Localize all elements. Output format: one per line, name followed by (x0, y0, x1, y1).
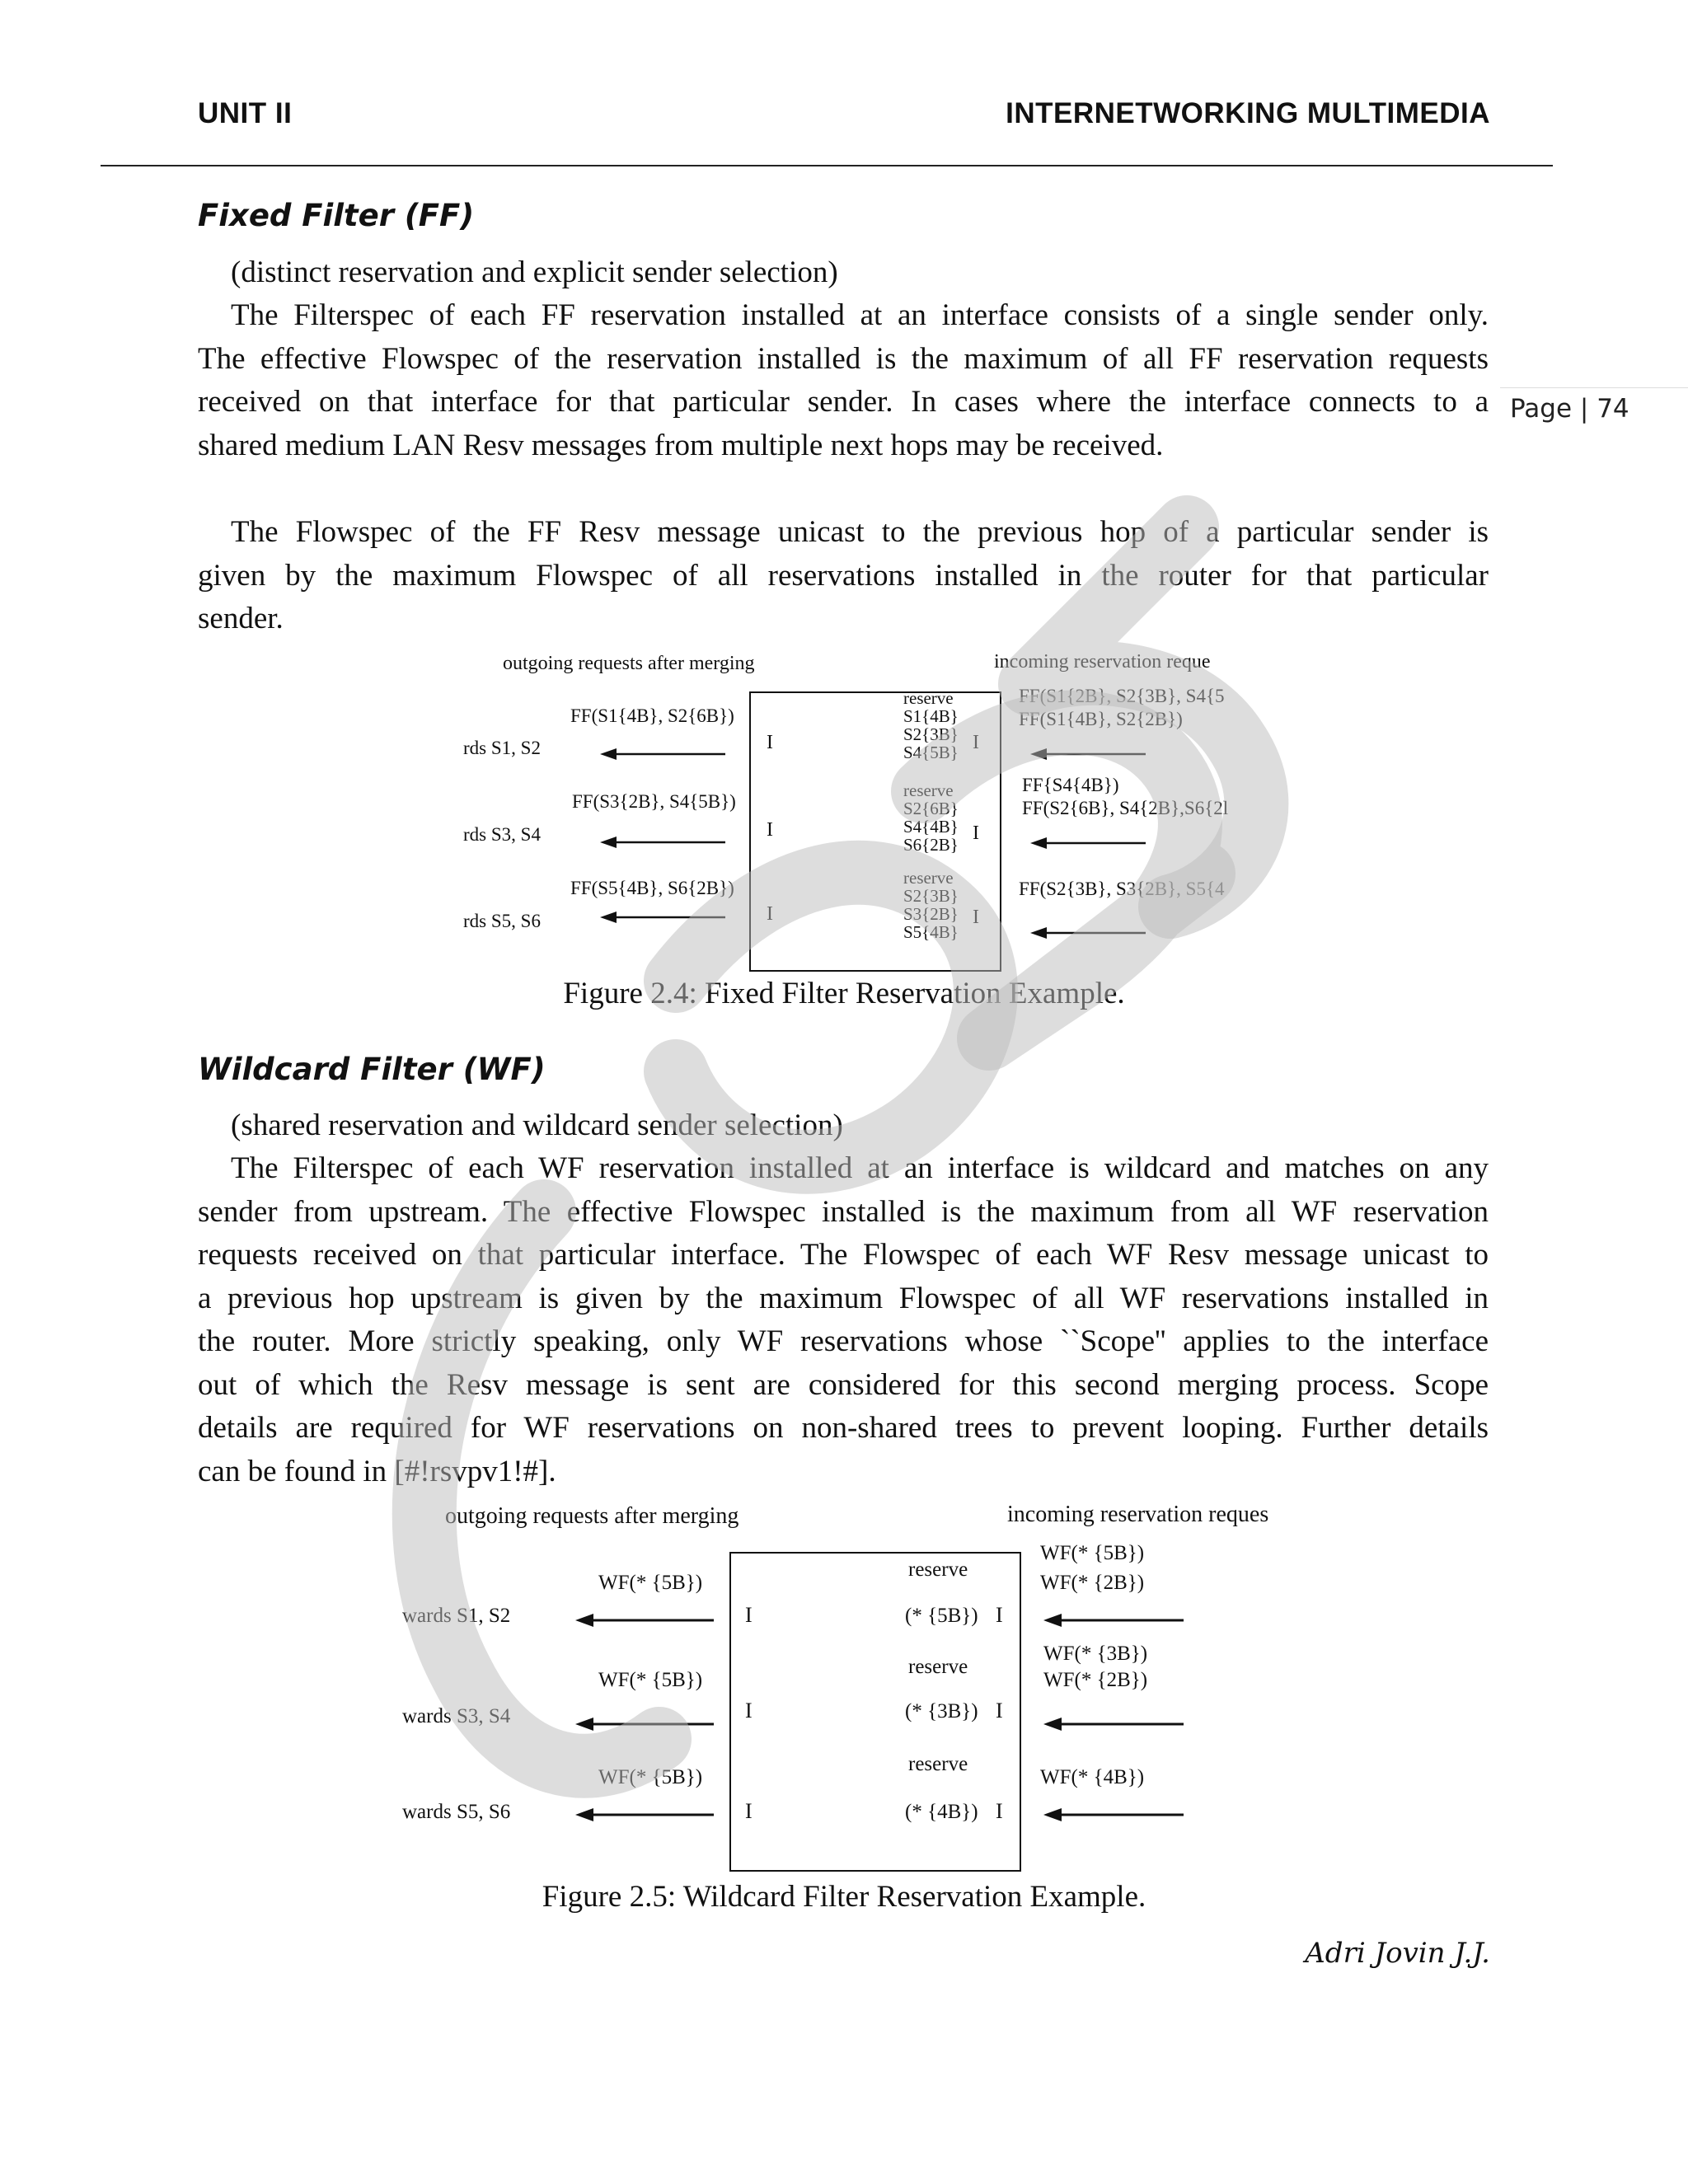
ff-paragraph-1 (198, 294, 1489, 467)
wf-iface-mark: I (745, 1799, 753, 1823)
ff-p1-line: shared medium LAN Resv messages from multiple next hops may be received. (198, 428, 1164, 462)
ff-arrowhead (600, 748, 617, 760)
ff-reserve-label: reserve (903, 868, 954, 888)
section-heading-wf: Wildcard Filter (WF) (198, 1052, 546, 1087)
wf-out-request: WF(* {5B}) (598, 1766, 703, 1788)
ff-p1-line: received on that interface for that particular sender. In cases where the interface connects to a (198, 385, 1489, 419)
wf-subtitle: (shared reservation and wildcard sender selection) (231, 1108, 843, 1142)
wf-in-request: WF(* {2B}) (1043, 1669, 1148, 1691)
wf-iface-mark: I (996, 1699, 1003, 1722)
author-signature: Adri Jovin J.J. (1305, 1937, 1490, 1970)
page-number-divider (1500, 387, 1688, 388)
wf-arrowhead (575, 1808, 593, 1821)
ff-arrowhead (600, 912, 617, 923)
wf-reserve-label: reserve (908, 1656, 968, 1678)
wf-iface-mark: I (996, 1799, 1003, 1823)
figure-ff-caption: Figure 2.4: Fixed Filter Reservation Example. (563, 977, 1125, 1010)
figure-wf-diagram (0, 1493, 1688, 1881)
ff-iface-mark: I (767, 732, 773, 753)
wf-p-line: The Filterspec of each WF reservation installed at an interface is wildcard and matches on any (231, 1151, 1489, 1185)
wf-reserve-entry: (* {5B}) (905, 1605, 978, 1627)
figure-wf-caption: Figure 2.5: Wildcard Filter Reservation Example. (542, 1880, 1146, 1914)
wf-iface-mark: I (996, 1603, 1003, 1627)
ff-out-request: FF(S1{4B}, S2{6B}) (570, 705, 734, 726)
ff-in-request: FF(S2{3B}, S3{2B}, S5{4 (1019, 879, 1225, 899)
figure-ff-diagram (0, 643, 1688, 981)
ff-iface-mark: I (767, 903, 773, 925)
page-number: Page | 74 (1510, 394, 1629, 424)
wf-destination: wards S3, S4 (402, 1705, 511, 1727)
wf-arrowhead (1043, 1808, 1062, 1821)
wf-p-line: a previous hop upstream is given by the maximum Flowspec of all WF reservations installed in (198, 1281, 1489, 1315)
wf-arrowhead (1043, 1718, 1062, 1731)
header-divider (101, 165, 1553, 166)
ff-reserve-entry: S3{2B} (903, 904, 959, 924)
ff-reserve-label: reserve (903, 688, 954, 708)
ff-reserve-entry: S2{3B} (903, 724, 959, 744)
ff-destination: rds S1, S2 (463, 738, 541, 758)
ff-iface-mark: I (973, 907, 979, 928)
ff-subtitle: (distinct reservation and explicit sender selection) (231, 255, 838, 289)
ff-iface-mark: I (767, 819, 773, 841)
ff-outgoing-label: outgoing requests after merging (503, 653, 755, 674)
ff-in-request: FF(S2{6B}, S4{2B},S6{2l (1022, 798, 1229, 818)
ff-incoming-label: incoming reservation reque (994, 651, 1211, 673)
ff-p1-line: The effective Flowspec of the reservation installed is the maximum of all FF reservation requests (198, 341, 1489, 376)
wf-destination: wards S1, S2 (402, 1605, 511, 1627)
ff-in-request: FF{S4{4B}) (1022, 775, 1119, 795)
ff-p1-line: The Filterspec of each FF reservation installed at an interface consists of a single sender only. (231, 298, 1489, 332)
wf-reserve-label: reserve (908, 1558, 968, 1581)
wf-in-request: WF(* {2B}) (1040, 1572, 1145, 1594)
ff-destination: rds S5, S6 (463, 911, 541, 931)
wf-in-request: WF(* {5B}) (1040, 1542, 1145, 1564)
wf-destination: wards S5, S6 (402, 1801, 511, 1823)
ff-p2-line: sender. (198, 602, 284, 635)
ff-reserve-entry: S4{4B} (903, 817, 959, 837)
wf-incoming-label: incoming reservation reques (1007, 1502, 1269, 1527)
ff-arrowhead (600, 837, 617, 848)
ff-in-request: FF(S1{2B}, S2{3B}, S4{5 (1019, 686, 1225, 706)
wf-p-line: out of which the Resv message is sent are considered for this second merging process. Scope (198, 1367, 1489, 1402)
ff-arrowhead (1030, 748, 1047, 760)
wf-outgoing-label: outgoing requests after merging (445, 1503, 739, 1529)
ff-out-request: FF(S3{2B}, S4{5B}) (572, 791, 736, 812)
wf-out-request: WF(* {5B}) (598, 1669, 703, 1691)
ff-iface-mark: I (973, 823, 979, 844)
wf-paragraph (198, 1147, 1489, 1493)
ff-reserve-label: reserve (903, 780, 954, 800)
wf-iface-mark: I (745, 1603, 753, 1627)
section-heading-ff: Fixed Filter (FF) (198, 198, 475, 233)
wf-reserve-entry: (* {3B}) (905, 1700, 978, 1722)
ff-reserve-entry: S2{6B} (903, 799, 959, 818)
wf-iface-mark: I (745, 1699, 753, 1722)
wf-in-request: WF(* {4B}) (1040, 1766, 1145, 1788)
wf-arrowhead (575, 1614, 593, 1627)
wf-p-line: details are required for WF reservations on non-shared trees to prevent looping. Further details (198, 1411, 1489, 1445)
wf-out-request: WF(* {5B}) (598, 1572, 703, 1594)
wf-reserve-label: reserve (908, 1753, 968, 1775)
ff-p2-line: given by the maximum Flowspec of all reservations installed in the router for that particular (198, 558, 1489, 593)
wf-arrowhead (1043, 1614, 1062, 1627)
ff-reserve-entry: S5{4B} (903, 922, 959, 942)
wf-p-line: can be found in [#!rsvpv1!#]. (198, 1454, 556, 1488)
wf-p-line: sender from upstream. The effective Flowspec installed is the maximum from all WF reservation (198, 1194, 1489, 1229)
wf-in-request: WF(* {3B}) (1043, 1643, 1148, 1665)
ff-p2-line: The Flowspec of the FF Resv message unicast to the previous hop of a particular sender is (231, 515, 1489, 549)
ff-paragraph-2 (198, 511, 1489, 641)
wf-p-line: the router. More strictly speaking, only WF reservations whose ``Scope'' applies to the interface (198, 1324, 1489, 1358)
ff-reserve-entry: S4{5B} (903, 743, 959, 762)
ff-in-request: FF(S1{4B}, S2{2B}) (1019, 709, 1183, 729)
ff-reserve-entry: S6{2B} (903, 835, 959, 855)
wf-p-line: requests received on that particular interface. The Flowspec of each WF Resv message unicast to (198, 1238, 1489, 1272)
ff-arrowhead (1030, 927, 1047, 939)
header-title: INTERNETWORKING MULTIMEDIA (1006, 97, 1490, 129)
ff-destination: rds S3, S4 (463, 824, 541, 845)
ff-iface-mark: I (973, 732, 979, 753)
ff-reserve-entry: S2{3B} (903, 886, 959, 906)
ff-arrowhead (1030, 837, 1047, 849)
ff-out-request: FF(S5{4B}, S6{2B}) (570, 878, 734, 898)
wf-arrowhead (575, 1718, 593, 1731)
ff-reserve-entry: S1{4B} (903, 706, 959, 726)
ff-router-box (750, 692, 1001, 971)
header-unit: UNIT II (198, 97, 293, 129)
wf-reserve-entry: (* {4B}) (905, 1801, 978, 1823)
